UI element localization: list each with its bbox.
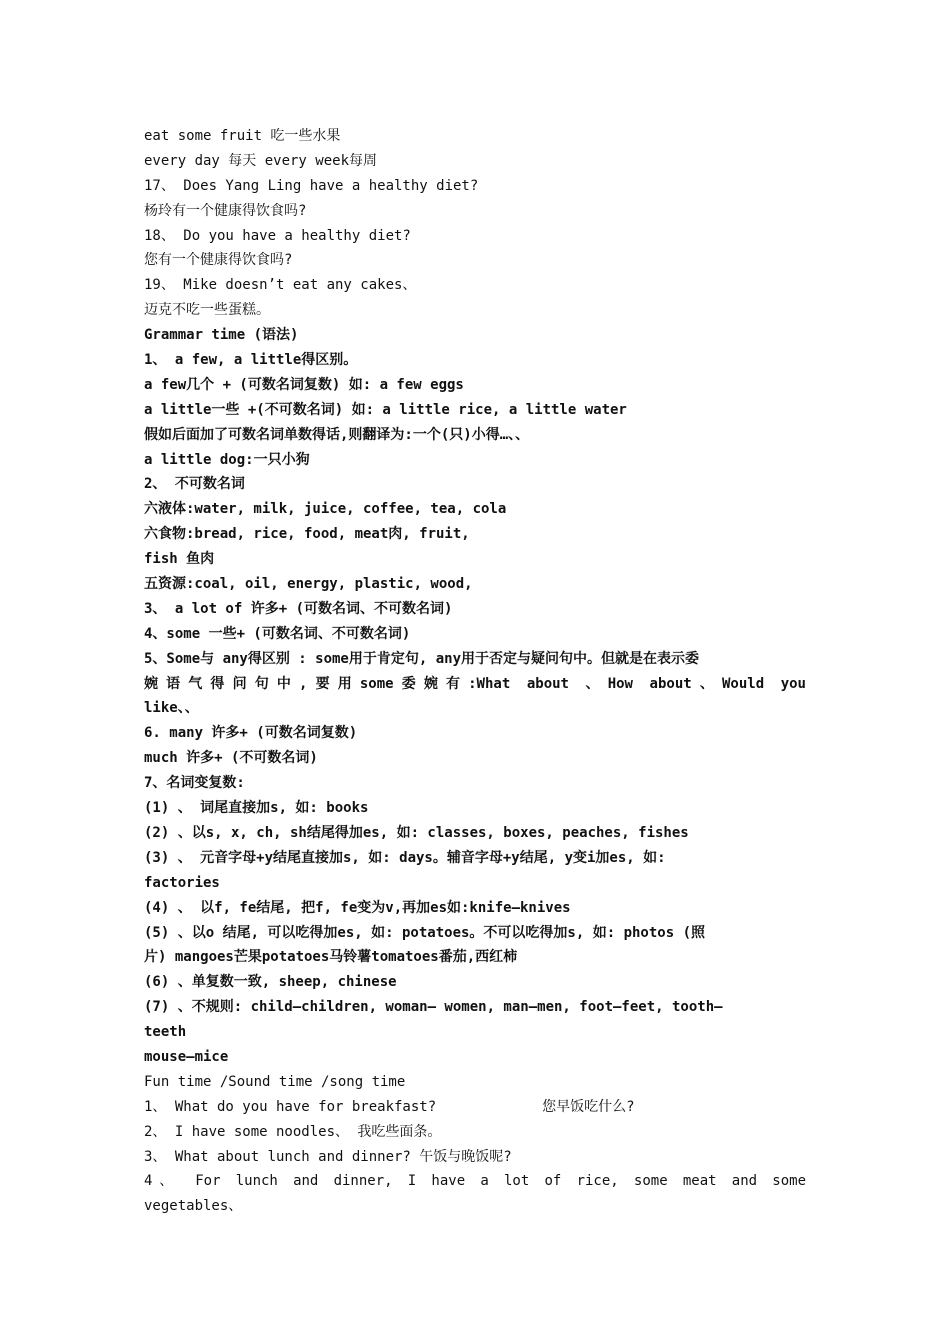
text-line: 4、 For lunch and dinner, I have a lot of rice, some meat and some xyxy=(144,1173,806,1190)
text-line: much 许多+ (不可数名词) xyxy=(144,750,318,767)
text-line: 杨玲有一个健康得饮食吗? xyxy=(144,202,307,219)
text-line: every day 每天 every week每周 xyxy=(144,152,378,169)
text-line: 3、 What about lunch and dinner? 午饭与晚饭呢? xyxy=(144,1148,512,1165)
text-line: fish 鱼肉 xyxy=(144,551,215,568)
text-line: (5) 、以o 结尾, 可以吃得加es, 如: potatoes。不可以吃得加s, 如: photos (照 xyxy=(144,924,706,941)
text-line: 1、 a few, a little得区别。 xyxy=(144,352,358,369)
translation-text: 您早饭吃什么? xyxy=(542,1098,635,1115)
text-line: 2、 不可数名词 xyxy=(144,476,245,493)
text-line: 5、Some与 any得区别 : some用于肯定句, any用于否定与疑问句中。但就是在表示委 xyxy=(144,650,700,667)
text-line: 17、 Does Yang Ling have a healthy diet? xyxy=(144,177,479,194)
text-line: eat some fruit 吃一些水果 xyxy=(144,128,341,144)
document-page xyxy=(144,124,806,1219)
text-line: 迈克不吃一些蛋糕。 xyxy=(144,302,270,319)
text-line: 2、 I have some noodles、 我吃些面条。 xyxy=(144,1123,442,1140)
text-line: (6) 、单复数一致, sheep, chinese xyxy=(144,974,397,991)
section-heading-fun-time: Fun time /Sound time /song time xyxy=(144,1073,406,1090)
text-line: 婉语气得问句中,要用some委婉有:What about 、How about、Would you xyxy=(144,675,806,692)
text-line: (2) 、以s, x, ch, sh结尾得加es, 如: classes, boxes, peaches, fishes xyxy=(144,824,689,841)
text-line: 六食物:bread, rice, food, meat肉, fruit, xyxy=(144,526,470,543)
text-line: a few几个 + (可数名词复数) 如: a few eggs xyxy=(144,376,464,393)
text-line xyxy=(144,1095,806,1120)
text-line: 6. many 许多+ (可数名词复数) xyxy=(144,725,358,742)
text-line: (1) 、 词尾直接加s, 如: books xyxy=(144,800,369,817)
text-line: teeth xyxy=(144,1024,187,1041)
text-line: (7) 、不规则: child—children, woman— women, man—men, foot—feet, tooth— xyxy=(144,999,723,1016)
text-line: 假如后面加了可数名词单数得话,则翻译为:一个(只)小得…、、 xyxy=(144,426,530,443)
text-line: 3、 a lot of 许多+ (可数名词、不可数名词) xyxy=(144,600,453,617)
text-line: 4、some 一些+ (可数名词、不可数名词) xyxy=(144,625,411,642)
text-line: 六液体:water, milk, juice, coffee, tea, cola xyxy=(144,501,507,518)
text-line: a little dog:一只小狗 xyxy=(144,451,310,468)
question-text: 1、 What do you have for breakfast? xyxy=(144,1098,437,1115)
text-line: mouse—mice xyxy=(144,1048,229,1065)
section-heading-grammar: Grammar time (语法) xyxy=(144,327,299,344)
text-line: 19、 Mike doesn’t eat any cakes、 xyxy=(144,277,417,294)
text-line: (4) 、 以f, fe结尾, 把f, fe变为v,再加es如:knife—knives xyxy=(144,899,571,916)
text-line: 片) mangoes芒果potatoes马铃薯tomatoes番茄,西红柿 xyxy=(144,949,518,966)
text-line: 18、 Do you have a healthy diet? xyxy=(144,227,411,244)
text-line: 您有一个健康得饮食吗? xyxy=(144,252,293,269)
text-line: factories xyxy=(144,874,220,891)
text-line: 五资源:coal, oil, energy, plastic, wood, xyxy=(144,576,473,593)
text-line: a little一些 +(不可数名词) 如: a little rice, a little water xyxy=(144,401,627,418)
text-line: vegetables、 xyxy=(144,1198,243,1215)
text-line: like、、 xyxy=(144,700,199,717)
text-line: 7、名词变复数: xyxy=(144,775,245,792)
text-line: (3) 、 元音字母+y结尾直接加s, 如: days。辅音字母+y结尾, y变i加es, 如: xyxy=(144,849,666,866)
